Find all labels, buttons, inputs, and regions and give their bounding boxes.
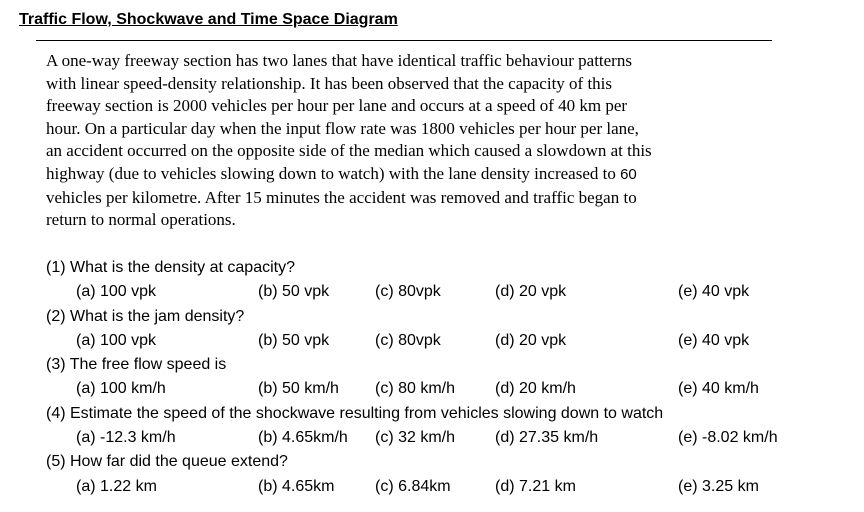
q2-option-a: (a) 100 vpk [76,331,157,349]
problem-line-text: highway (due to vehicles slowing down to watch) with the lane density increased to [46,163,616,183]
q3-option-d: (d) 20 km/h [495,380,576,398]
question-1-text: (1) What is the density at capacity? [46,259,295,276]
density-value: 60 [620,165,637,183]
question-3-options [46,377,846,401]
q1-option-d: (d) 20 vpk [495,283,567,301]
q4-option-a: (a) -12.3 km/h [76,429,176,447]
problem-line: A one-way freeway section has two lanes that have identical traffic behaviour patterns [46,51,632,70]
problem-line-density [46,163,770,187]
question-4-text: (4) Estimate the speed of the shockwave resulting from vehicles slowing down to watch [46,404,664,422]
q1-option-c: (c) 80vpk [375,283,441,301]
question-5-options [46,475,846,499]
q4-option-b: (b) 4.65km/h [258,429,348,447]
q1-option-e: (e) 40 vpk [678,283,750,301]
problem-line: with linear speed-density relationship. It has been observed that the capacity of this [46,73,613,93]
q5-option-c: (c) 6.84km [375,477,451,495]
q5-option-b: (b) 4.65km [258,477,335,495]
q2-option-d: (d) 20 vpk [495,331,567,349]
question-list [46,256,846,499]
q4-option-e: (e) -8.02 km/h [678,429,778,447]
problem-line: vehicles per kilometre. After 15 minutes the accident was removed and traffic began to [46,187,637,207]
q1-option-b: (b) 50 vpk [258,283,330,301]
page-title: Traffic Flow, Shockwave and Time Space Diagram [19,11,398,28]
q5-option-d: (d) 7.21 km [495,477,576,495]
q1-option-a: (a) 100 vpk [76,283,157,301]
question-4-options [46,426,846,450]
problem-line: an accident occurred on the opposite side of the median which caused a slowdown at this [46,141,652,161]
q5-option-e: (e) 3.25 km [678,477,759,495]
q3-option-c: (c) 80 km/h [375,380,456,398]
title-divider [36,40,772,41]
problem-line: freeway section is 2000 vehicles per hour per lane and occurs at a speed of 40 km per [46,96,628,116]
q3-option-b: (b) 50 km/h [258,380,339,398]
q3-option-e: (e) 40 km/h [678,380,759,398]
q2-option-b: (b) 50 vpk [258,331,330,349]
q2-option-c: (c) 80vpk [375,331,441,349]
question-2-options [46,329,846,353]
q4-option-d: (d) 27.35 km/h [495,429,599,447]
q3-option-a: (a) 100 km/h [76,380,166,398]
problem-line: return to normal operations. [46,210,236,230]
question-5-text: (5) How far did the queue extend? [46,453,288,471]
question-1-options [46,280,846,304]
q2-option-e: (e) 40 vpk [678,331,750,349]
question-3-text: (3) The free flow speed is [46,356,227,374]
problem-statement [46,50,770,232]
question-2-text: (2) What is the jam density? [46,307,245,325]
q4-option-c: (c) 32 km/h [375,429,456,447]
q5-option-a: (a) 1.22 km [76,477,157,495]
problem-line: hour. On a particular day when the input flow rate was 1800 vehicles per hour per lane, [46,118,639,138]
